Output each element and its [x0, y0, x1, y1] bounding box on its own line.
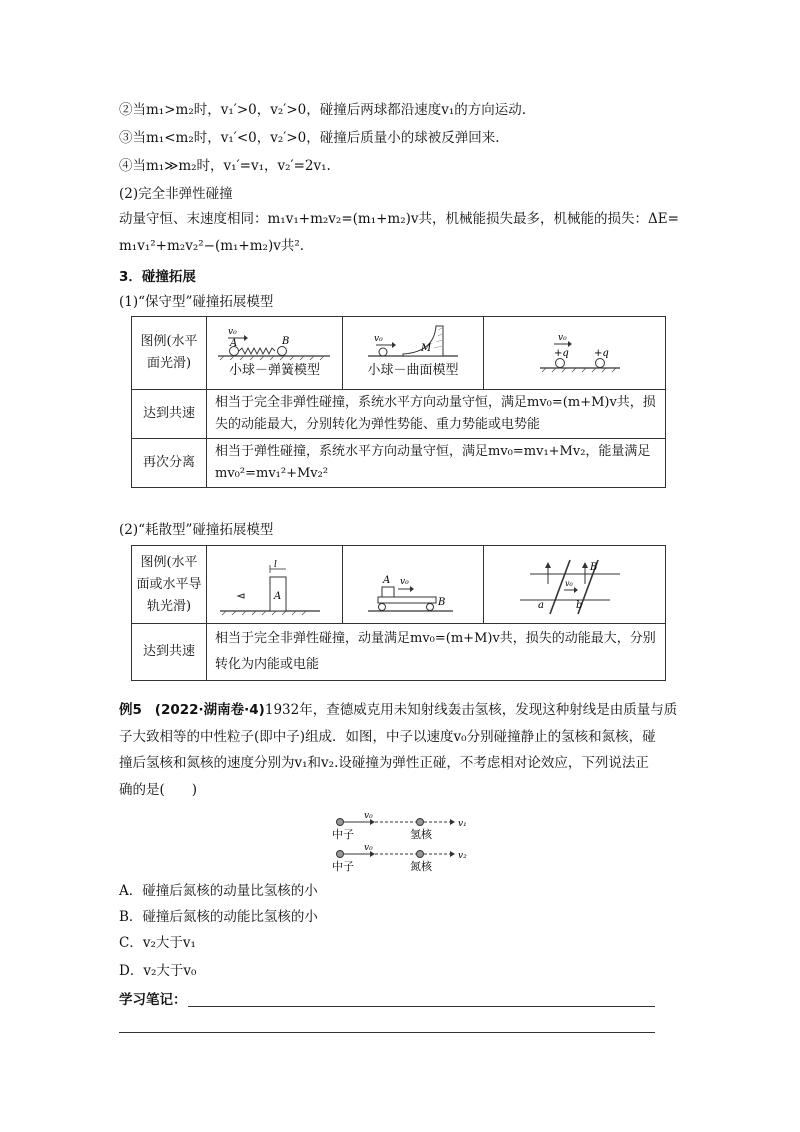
- example-source: (2022·湖南卷·4): [154, 702, 265, 718]
- svg-text:b: b: [575, 599, 582, 611]
- block-board-diagram: [348, 559, 478, 619]
- figure-caption: 小球－弹簧模型: [228, 363, 320, 378]
- svg-text:M: M: [421, 343, 432, 354]
- svg-text:中子: 中子: [332, 828, 354, 841]
- table-header-cell: [132, 317, 207, 390]
- svg-text:a: a: [537, 599, 544, 611]
- table-cell: [207, 390, 666, 439]
- row-label: 达到共速: [142, 644, 195, 659]
- example-text: 撞后氢核和氮核的速度分别为v₁和v₂.设碰撞为弹性正碰，不考虑相对论效应，下列说法正: [119, 755, 649, 771]
- bullet-block-diagram: [210, 559, 340, 619]
- example-line: [119, 700, 677, 720]
- header-text: 图例(水平面光滑): [140, 334, 198, 371]
- text-line: m₁v₁²+m₂v₂²−(m₁+m₂)v共².: [119, 238, 305, 254]
- figure-cell: [207, 317, 343, 390]
- figure-cell: [343, 317, 484, 390]
- subsection-heading: (1)“保守型”碰撞拓展模型: [119, 294, 274, 310]
- neutron-collision-diagram: [330, 808, 480, 874]
- notes-line[interactable]: [188, 1006, 655, 1007]
- text-line: ④当m₁≫m₂时，v₁′=v₁，v₂′=2v₁.: [119, 158, 331, 174]
- option-d[interactable]: D．v₂大于v₀: [119, 963, 197, 979]
- text-line: ③当m₁<m₂时，v₁′<0，v₂′>0，碰撞后质量小的球被反弹回来.: [119, 130, 500, 146]
- header-text: 图例(水平面或水平导轨光滑): [136, 554, 202, 614]
- figure-caption: 小球－曲面模型: [367, 363, 459, 378]
- figure-cell: [343, 546, 484, 624]
- svg-text:v₀: v₀: [374, 334, 383, 344]
- spring-model-diagram: [210, 324, 340, 360]
- svg-text:A: A: [229, 338, 237, 349]
- table-cell: [207, 439, 666, 488]
- svg-text:B: B: [281, 336, 289, 347]
- svg-text:v₀: v₀: [364, 843, 373, 853]
- svg-text:+q: +q: [593, 348, 609, 359]
- table-header-cell: [132, 439, 207, 488]
- notes-line[interactable]: [119, 1032, 655, 1033]
- magnetic-rails-diagram: [510, 554, 640, 620]
- svg-text:v₀: v₀: [557, 333, 567, 343]
- svg-text:B: B: [438, 596, 446, 608]
- svg-text:中子: 中子: [332, 860, 354, 873]
- row-label: 达到共速: [142, 406, 195, 421]
- table-cell: [207, 624, 666, 681]
- notes-label: 学习笔记：: [119, 992, 187, 1008]
- example-text: 确的是( ): [119, 782, 198, 798]
- subsection-heading: (2)“耗散型”碰撞拓展模型: [119, 522, 274, 538]
- cell-text: 相当于弹性碰撞，系统水平方向动量守恒，满足mv₀=mv₁+Mv₂，能量满足mv₀²=mv₁²+Mv₂²: [215, 444, 651, 481]
- example-text: 子大致相等的中性粒子(即中子)组成．如图，中子以速度v₀分别碰撞静止的氢核和氮核，碰: [119, 729, 656, 745]
- conservative-collision-table: [131, 316, 666, 488]
- example-text: 1932年，查德威克用未知射线轰击氢核，发现这种射线是由质量与质: [264, 702, 678, 718]
- dissipative-collision-table: [131, 545, 666, 681]
- svg-text:v₀: v₀: [400, 576, 409, 587]
- section-heading: 3．碰撞拓展: [119, 269, 196, 285]
- svg-text:v₁: v₁: [458, 819, 467, 829]
- option-b[interactable]: B．碰撞后氮核的动能比氢核的小: [119, 909, 318, 925]
- text-line: (2)完全非弹性碰撞: [119, 186, 233, 202]
- table-header-cell: [132, 390, 207, 439]
- cell-text: 相当于完全非弹性碰撞，动量满足mv₀=(m+M)v共，损失的动能最大，分别转化为内能或电能: [215, 631, 656, 672]
- svg-text:氮核: 氮核: [410, 860, 432, 873]
- row-label: 再次分离: [142, 455, 195, 470]
- svg-text:v₂: v₂: [458, 851, 467, 861]
- svg-text:+q: +q: [553, 348, 569, 359]
- figure-cell: [484, 546, 666, 624]
- text-line: ②当m₁>m₂时，v₁′>0，v₂′>0，碰撞后两球都沿速度v₁的方向运动.: [119, 102, 527, 118]
- option-a[interactable]: A．碰撞后氮核的动量比氢核的小: [119, 883, 318, 899]
- svg-text:v₀: v₀: [227, 327, 237, 337]
- text-line: 动量守恒、末速度相同：m₁v₁+m₂v₂=(m₁+m₂)v共，机械能损失最多，机械能的损失：ΔE=: [119, 211, 679, 227]
- curved-surface-model-diagram: [348, 324, 478, 360]
- figure-cell: [207, 546, 343, 624]
- option-c[interactable]: C．v₂大于v₁: [119, 935, 196, 951]
- svg-text:A: A: [273, 590, 281, 602]
- figure-cell: [484, 317, 666, 390]
- charge-model-diagram: [510, 324, 640, 374]
- svg-text:A: A: [383, 574, 391, 586]
- svg-text:v₀: v₀: [364, 811, 373, 821]
- example-label: 例5: [119, 702, 142, 718]
- svg-text:v₀: v₀: [564, 578, 573, 588]
- svg-text:B: B: [589, 561, 597, 573]
- svg-text:l: l: [273, 559, 277, 570]
- table-header-cell: [132, 624, 207, 681]
- table-header-cell: [132, 546, 207, 624]
- svg-text:氢核: 氢核: [410, 828, 432, 841]
- cell-text: 相当于完全非弹性碰撞，系统水平方向动量守恒，满足mv₀=(m+M)v共，损失的动能最大，分别转化为弹性势能、重力势能或电势能: [215, 395, 656, 432]
